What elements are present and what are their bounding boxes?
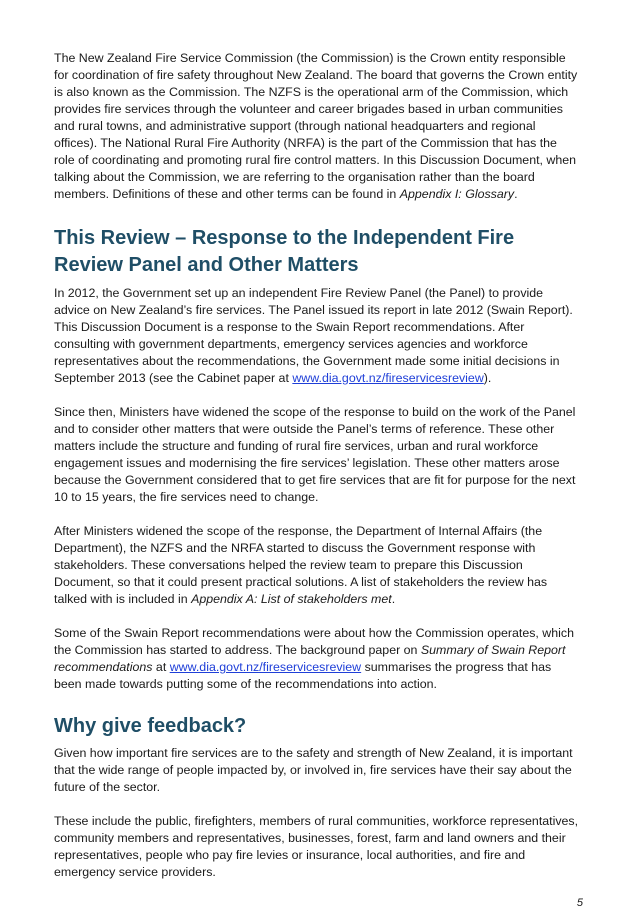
review-p1-end: ). xyxy=(483,371,492,385)
review-paragraph-4 xyxy=(54,625,580,693)
intro-end: . xyxy=(514,187,518,201)
intro-text: The New Zealand Fire Service Commission (the Commission) is the Crown entity responsible for coordination of fire safety throughout New Zealand. The board that governs the Crown entity is also known as the Commission. The NZFS is the operational arm of the Commission, which provides fire services through the volunteer and career brigades based in urban communities and rural towns, and administrative support (through national headquarters and regional offices). The National Rural Fire Authority (NRFA) is the part of the Commission that has the role of coordinating and promoting rural fire control matters. In this Discussion Document, when talking about the Commission, we are referring to the organisation rather than the board members. Definitions of these and other terms can be found in xyxy=(54,51,578,201)
intro-paragraph xyxy=(54,50,580,203)
fire-services-review-link[interactable]: www.dia.govt.nz/fireservicesreview xyxy=(169,660,362,674)
review-p1-text: In 2012, the Government set up an independent Fire Review Panel (the Panel) to provide advice on New Zealand’s fire services. The Panel issued its report in late 2012 (Swain Report). This Discussion Document is a response to the Swain Report recommendations. After consulting with government departments, emergency services agencies and workforce representatives about the recommendations, the Government made some initial decisions in September 2013 (see the Cabinet paper at xyxy=(54,286,573,385)
review-p4-end: summarises the progress that has been made towards putting some of the recommendations into action. xyxy=(54,660,552,691)
review-p3-end: . xyxy=(391,592,396,606)
feedback-paragraph-1: Given how important fire services are to the safety and strength of New Zealand, it is important that the wide range of people impacted by, or involved in, fire services have their say about the future of the sector. xyxy=(54,746,573,794)
feedback-heading: Why give feedback? xyxy=(54,715,247,737)
review-p3-text: After Ministers widened the scope of the response, the Department of Internal Affairs (the Department), the NZFS and the NRFA started to discuss the Government response with stakeholders. These conversations helped the review team to prepare this Discussion Document, so that it could present practical solutions. A list of stakeholders the review has talked with is included in xyxy=(54,524,548,606)
page-number: 5 xyxy=(576,897,583,909)
glossary-reference: Appendix I: Glossary xyxy=(399,187,515,201)
feedback-paragraph-2: These include the public, firefighters, members of rural communities, workforce representatives, community members and representatives, businesses, forest, farm and land owners and their representatives, people who pay fire levies or insurance, local authorities, and fire and emergency service providers. xyxy=(54,814,579,879)
review-p4-mid: at xyxy=(152,660,170,674)
cabinet-paper-link[interactable]: www.dia.govt.nz/fireservicesreview xyxy=(292,371,484,385)
review-paragraph-1 xyxy=(54,285,580,387)
review-heading: This Review – Response to the Independent Fire Review Panel and Other Matters xyxy=(54,227,515,276)
review-paragraph-3 xyxy=(54,523,580,608)
document-page xyxy=(54,50,580,881)
swain-summary-reference: Summary of Swain Report recommendations xyxy=(54,643,566,674)
review-paragraph-2: Since then, Ministers have widened the scope of the response to build on the work of the Panel and to consider other matters that were outside the Panel’s terms of reference. These other matters include the structure and funding of rural fire services, urban and rural workforce engagement issues and modernising the fire services’ legislation. These other matters arose because the Government considered that to get fire services that are fit for purpose for the next 10 to 15 years, the fire services need to change. xyxy=(54,405,576,504)
stakeholders-reference: Appendix A: List of stakeholders met xyxy=(191,592,392,606)
review-p4-text: Some of the Swain Report recommendations were about how the Commission operates, which the Commission has started to address. The background paper on xyxy=(54,626,574,657)
